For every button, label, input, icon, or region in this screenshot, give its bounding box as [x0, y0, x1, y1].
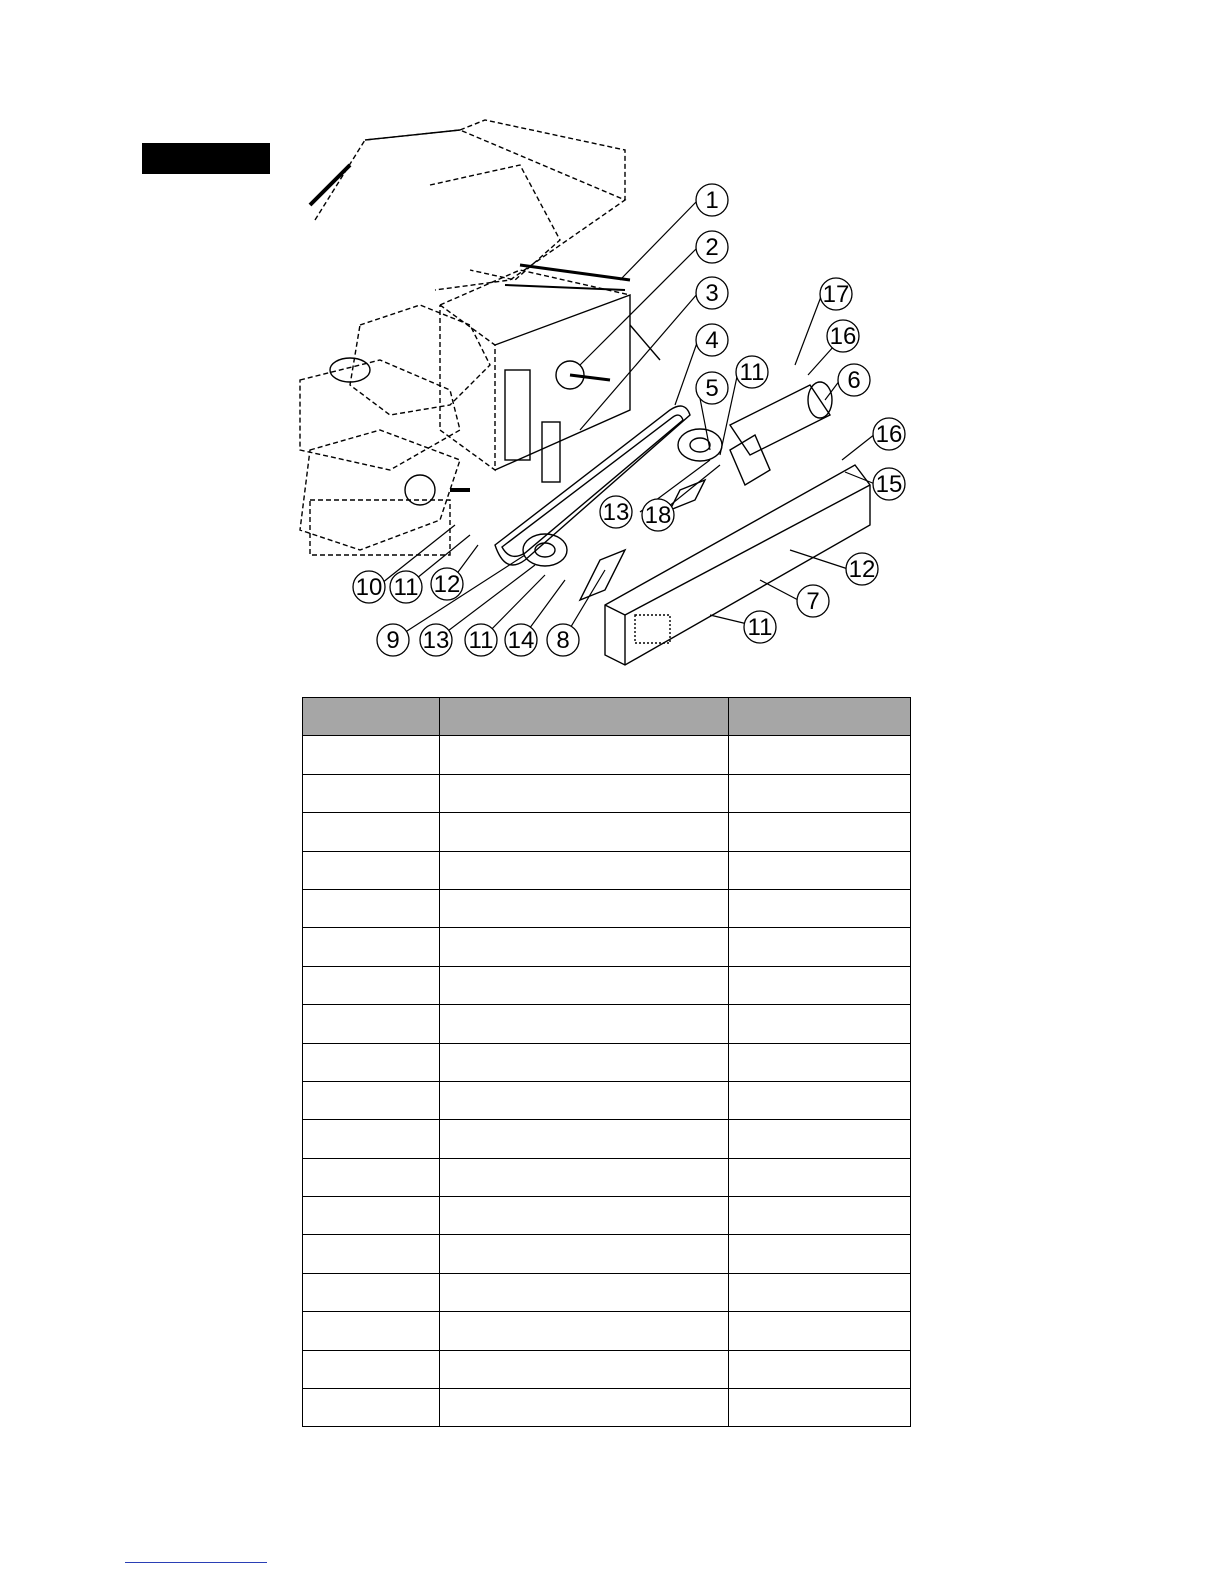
table-cell: [729, 966, 911, 1004]
table-row: [303, 1197, 911, 1235]
muffler: [730, 382, 832, 485]
callout-7: [797, 585, 829, 617]
callout-11-a: [736, 356, 768, 388]
table-row: [303, 966, 911, 1004]
table-cell: [729, 736, 911, 774]
callout-8: [547, 624, 579, 656]
callout-number: 3: [705, 280, 719, 307]
table-cell: [729, 1158, 911, 1196]
callout-number: 5: [705, 375, 719, 402]
engine: [300, 305, 490, 555]
table-cell: [440, 966, 729, 1004]
table-cell: [440, 813, 729, 851]
table-cell: [440, 736, 729, 774]
header-item: [303, 698, 440, 736]
table-cell: [440, 889, 729, 927]
table-row: [303, 736, 911, 774]
table-cell: [729, 1081, 911, 1119]
callout-10: [353, 571, 385, 603]
callout-number: 11: [468, 627, 494, 654]
callout-6: [838, 364, 870, 396]
table-cell: [440, 1120, 729, 1158]
callout-number: 6: [847, 367, 861, 394]
table-cell: [303, 889, 440, 927]
table-cell: [303, 1120, 440, 1158]
machine-drawing: [300, 120, 870, 665]
callout-number: 2: [705, 234, 719, 261]
table-cell: [440, 928, 729, 966]
table-cell: [729, 928, 911, 966]
callout-number: 12: [848, 556, 876, 583]
callout-9: [377, 624, 409, 656]
table-cell: [440, 1273, 729, 1311]
table-cell: [729, 1389, 911, 1427]
callouts: [353, 184, 905, 656]
table-body: [303, 736, 911, 1427]
callout-11-c: [390, 571, 422, 603]
callout-number: 16: [875, 421, 903, 448]
parts-list-table: [302, 697, 911, 1427]
table-cell: [440, 1158, 729, 1196]
table-cell: [729, 1350, 911, 1388]
callout-number: 12: [433, 571, 461, 598]
callout-number: 18: [644, 502, 672, 529]
table-row: [303, 1120, 911, 1158]
callout-number: 9: [386, 627, 400, 654]
callout-number: 1: [705, 187, 719, 214]
callout-18: [642, 499, 674, 531]
table-cell: [440, 1043, 729, 1081]
callout-16-a: [827, 320, 859, 352]
table-cell: [729, 1043, 911, 1081]
table-row: [303, 1273, 911, 1311]
table-cell: [303, 851, 440, 889]
table-cell: [303, 1005, 440, 1043]
table-cell: [440, 774, 729, 812]
table-cell: [303, 1235, 440, 1273]
table-cell: [303, 1197, 440, 1235]
table-cell: [729, 889, 911, 927]
table-cell: [303, 1081, 440, 1119]
callout-2: [696, 231, 728, 263]
table-cell: [440, 1005, 729, 1043]
table-row: [303, 1312, 911, 1350]
table-row: [303, 1081, 911, 1119]
table-cell: [440, 1312, 729, 1350]
table-row: [303, 1005, 911, 1043]
callout-number: 7: [806, 588, 820, 615]
callout-11-b: [744, 611, 776, 643]
table-row: [303, 1043, 911, 1081]
callout-number: 13: [422, 627, 450, 654]
callout-5: [696, 372, 728, 404]
callout-16-b: [873, 418, 905, 450]
table-cell: [729, 851, 911, 889]
callout-number: 17: [822, 281, 850, 308]
callout-12-b: [431, 568, 463, 600]
callout-17: [820, 278, 852, 310]
table-row: [303, 1350, 911, 1388]
callout-number: 13: [602, 499, 630, 526]
callout-number: 11: [739, 359, 765, 386]
callout-number: 4: [705, 327, 719, 354]
table-cell: [729, 1197, 911, 1235]
black-section-tab: [142, 143, 270, 174]
table-row: [303, 851, 911, 889]
callout-3: [696, 277, 728, 309]
callout-13-b: [420, 624, 452, 656]
table-cell: [303, 1158, 440, 1196]
callout-number: 16: [829, 323, 857, 350]
table-cell: [303, 1389, 440, 1427]
table-cell: [729, 774, 911, 812]
header-description: [440, 698, 729, 736]
callout-4: [696, 324, 728, 356]
table-cell: [303, 1043, 440, 1081]
table-cell: [303, 1312, 440, 1350]
exploded-assembly-diagram: [280, 110, 920, 675]
table-cell: [303, 813, 440, 851]
table-row: [303, 813, 911, 851]
callout-number: 14: [507, 627, 535, 654]
table-cell: [729, 1235, 911, 1273]
callout-number: 11: [747, 614, 773, 641]
header-part-number: [729, 698, 911, 736]
table-row: [303, 1389, 911, 1427]
callout-1: [696, 184, 728, 216]
table-cell: [440, 1350, 729, 1388]
table-cell: [440, 1235, 729, 1273]
table-cell: [440, 1197, 729, 1235]
table-row: [303, 774, 911, 812]
footer-link-underline[interactable]: [125, 1562, 267, 1563]
callout-13-a: [600, 496, 632, 528]
table-cell: [729, 1120, 911, 1158]
table-row: [303, 928, 911, 966]
callout-number: 8: [556, 627, 570, 654]
callout-number: 15: [875, 471, 903, 498]
callout-12-a: [846, 553, 878, 585]
table-cell: [440, 1081, 729, 1119]
callout-number: 11: [393, 574, 419, 601]
callout-11-d: [465, 624, 497, 656]
table-row: [303, 889, 911, 927]
table-cell: [440, 851, 729, 889]
table-header-row: [303, 698, 911, 736]
table-cell: [303, 966, 440, 1004]
table-cell: [303, 736, 440, 774]
table-cell: [729, 1312, 911, 1350]
table-cell: [729, 1273, 911, 1311]
table-cell: [303, 774, 440, 812]
table-row: [303, 1158, 911, 1196]
v-belt: [495, 406, 690, 565]
table-cell: [729, 1005, 911, 1043]
callout-15: [873, 468, 905, 500]
table-cell: [303, 1350, 440, 1388]
table-cell: [303, 928, 440, 966]
hopper: [310, 120, 630, 290]
table-row: [303, 1235, 911, 1273]
table-cell: [440, 1389, 729, 1427]
callout-14: [505, 624, 537, 656]
table-cell: [303, 1273, 440, 1311]
belt-guard: [602, 465, 870, 665]
table-cell: [729, 813, 911, 851]
callout-number: 10: [355, 574, 383, 601]
